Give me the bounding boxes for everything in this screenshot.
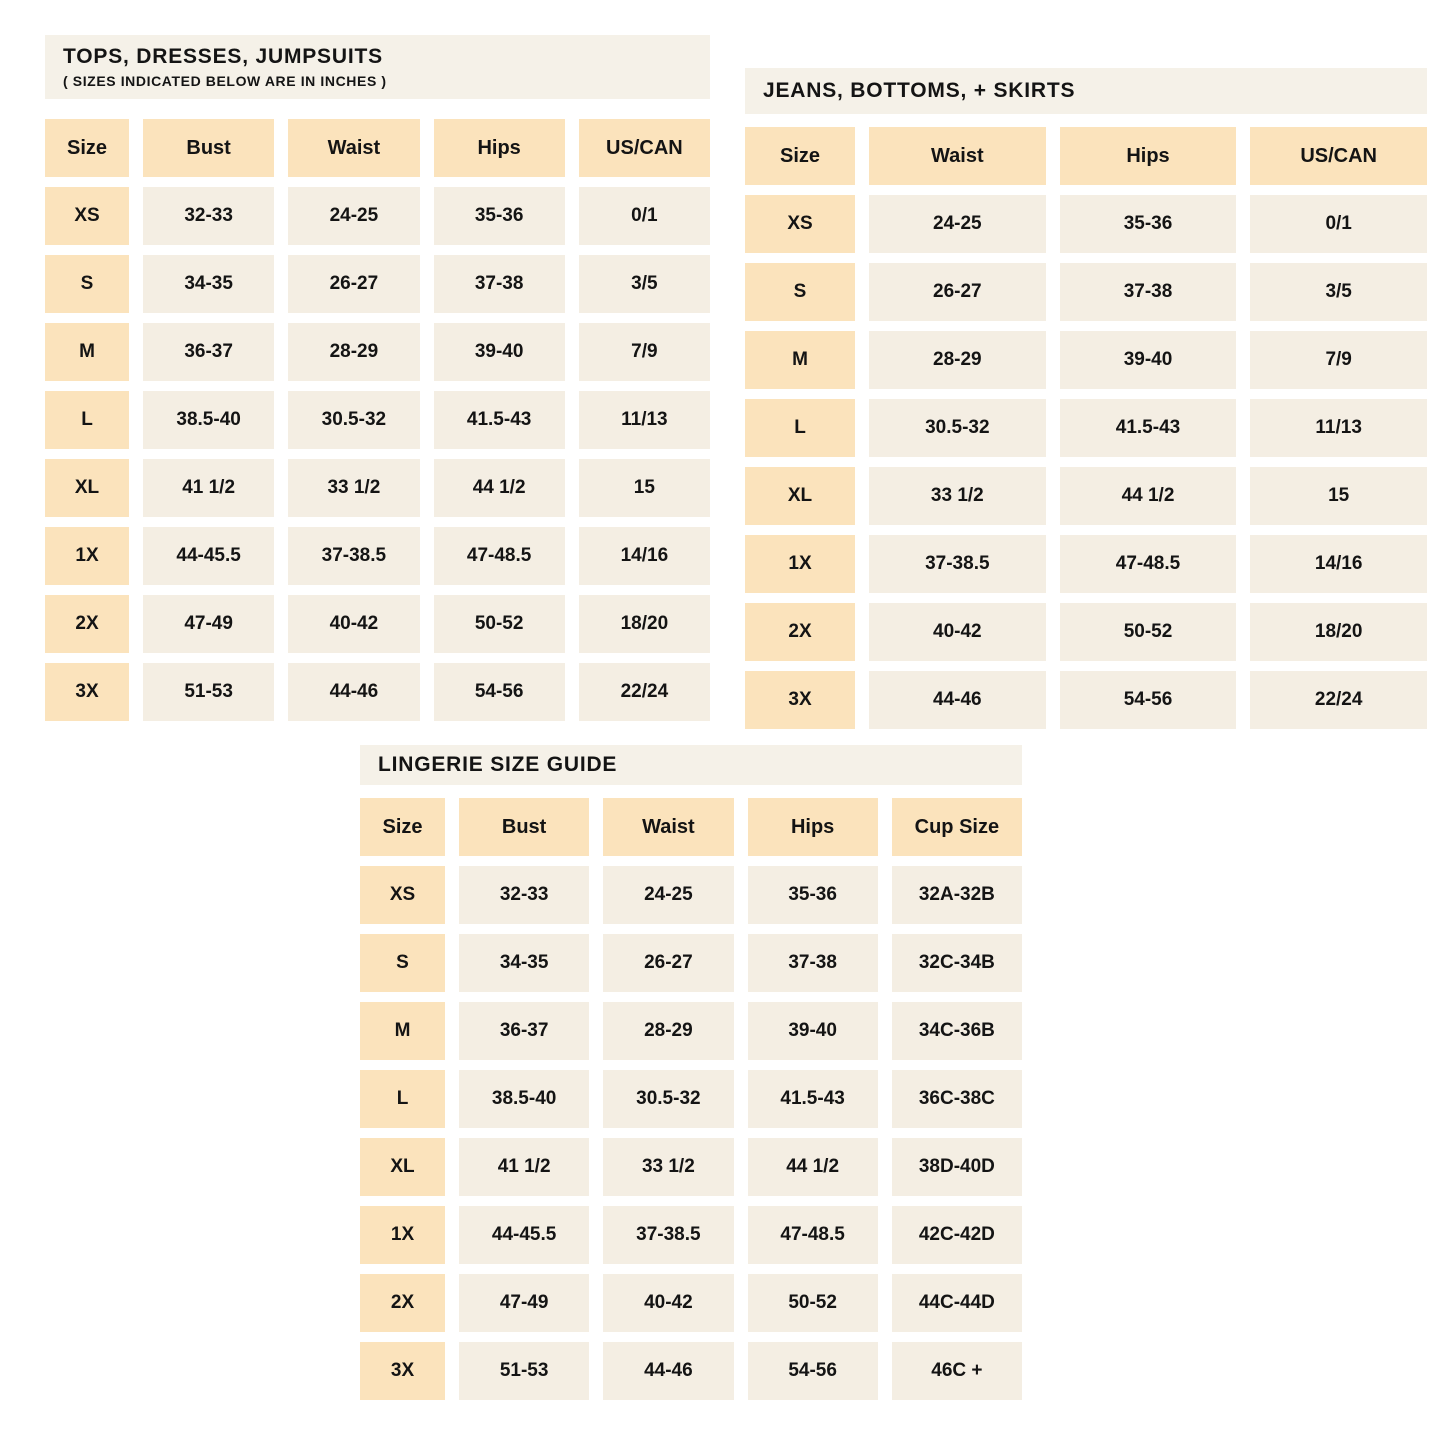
size-label-cell: XS [360,866,445,924]
measurement-cell: 11/13 [579,391,710,449]
column-header-cell: US/CAN [579,119,710,177]
measurement-cell: 7/9 [579,323,710,381]
measurement-cell: 0/1 [579,187,710,245]
size-label-cell: S [45,255,129,313]
measurement-cell: 24-25 [288,187,419,245]
measurement-cell: 44-45.5 [459,1206,589,1264]
measurement-cell: 24-25 [603,866,733,924]
size-label-cell: 2X [45,595,129,653]
size-label-cell: M [45,323,129,381]
measurement-cell: 44 1/2 [1060,467,1237,525]
measurement-cell: 14/16 [1250,535,1427,593]
measurement-cell: 34-35 [459,934,589,992]
tops-dresses-jumpsuits-size-table [45,35,710,721]
measurement-cell: 44 1/2 [434,459,565,517]
measurement-cell: 38D-40D [892,1138,1022,1196]
measurement-cell: 47-48.5 [1060,535,1237,593]
column-header-cell: Hips [1060,127,1237,185]
column-header-cell: Waist [288,119,419,177]
measurement-cell: 22/24 [1250,671,1427,729]
size-label-cell: XL [745,467,855,525]
size-label-cell: S [745,263,855,321]
tops-table-subtitle: ( SIZES INDICATED BELOW ARE IN INCHES ) [63,73,387,90]
measurement-cell: 3/5 [1250,263,1427,321]
measurement-cell: 28-29 [869,331,1046,389]
column-header-cell: Waist [603,798,733,856]
measurement-cell: 3/5 [579,255,710,313]
measurement-cell: 40-42 [603,1274,733,1332]
column-header-cell: Size [745,127,855,185]
measurement-cell: 54-56 [748,1342,878,1400]
measurement-cell: 39-40 [434,323,565,381]
column-header-cell: Bust [143,119,274,177]
size-label-cell: XL [45,459,129,517]
measurement-cell: 30.5-32 [603,1070,733,1128]
size-label-cell: 1X [45,527,129,585]
measurement-cell: 32A-32B [892,866,1022,924]
size-label-cell: M [360,1002,445,1060]
size-label-cell: 1X [745,535,855,593]
column-header-cell: Size [45,119,129,177]
measurement-cell: 33 1/2 [603,1138,733,1196]
measurement-cell: 7/9 [1250,331,1427,389]
size-label-cell: 3X [45,663,129,721]
size-label-cell: 1X [360,1206,445,1264]
measurement-cell: 36-37 [143,323,274,381]
measurement-cell: 41 1/2 [459,1138,589,1196]
lingerie-table-title: LINGERIE SIZE GUIDE [378,752,618,776]
measurement-cell: 47-48.5 [748,1206,878,1264]
measurement-cell: 46C + [892,1342,1022,1400]
measurement-cell: 34C-36B [892,1002,1022,1060]
lingerie-table-grid [360,798,1022,1400]
measurement-cell: 41.5-43 [434,391,565,449]
measurement-cell: 51-53 [459,1342,589,1400]
measurement-cell: 47-48.5 [434,527,565,585]
tops-table-grid [45,119,710,721]
measurement-cell: 54-56 [1060,671,1237,729]
jeans-table-grid [745,127,1427,729]
measurement-cell: 32-33 [459,866,589,924]
measurement-cell: 15 [1250,467,1427,525]
size-label-cell: L [45,391,129,449]
tops-table-title: TOPS, DRESSES, JUMPSUITS [63,44,383,68]
measurement-cell: 22/24 [579,663,710,721]
size-label-cell: M [745,331,855,389]
measurement-cell: 44-45.5 [143,527,274,585]
measurement-cell: 51-53 [143,663,274,721]
measurement-cell: 11/13 [1250,399,1427,457]
size-label-cell: 2X [745,603,855,661]
measurement-cell: 47-49 [143,595,274,653]
size-label-cell: S [360,934,445,992]
measurement-cell: 44 1/2 [748,1138,878,1196]
measurement-cell: 30.5-32 [869,399,1046,457]
measurement-cell: 36-37 [459,1002,589,1060]
measurement-cell: 47-49 [459,1274,589,1332]
measurement-cell: 35-36 [434,187,565,245]
measurement-cell: 14/16 [579,527,710,585]
measurement-cell: 50-52 [1060,603,1237,661]
column-header-cell: Size [360,798,445,856]
measurement-cell: 32C-34B [892,934,1022,992]
column-header-cell: Hips [434,119,565,177]
measurement-cell: 44-46 [288,663,419,721]
measurement-cell: 28-29 [603,1002,733,1060]
measurement-cell: 35-36 [748,866,878,924]
measurement-cell: 34-35 [143,255,274,313]
column-header-cell: Waist [869,127,1046,185]
measurement-cell: 15 [579,459,710,517]
measurement-cell: 26-27 [869,263,1046,321]
size-label-cell: XS [745,195,855,253]
jeans-bottoms-skirts-size-table [745,68,1427,729]
measurement-cell: 18/20 [579,595,710,653]
measurement-cell: 38.5-40 [143,391,274,449]
lingerie-table-title-strip [360,745,1022,785]
jeans-table-title-strip [745,68,1427,114]
size-label-cell: L [745,399,855,457]
measurement-cell: 0/1 [1250,195,1427,253]
measurement-cell: 50-52 [434,595,565,653]
jeans-table-title: JEANS, BOTTOMS, + SKIRTS [763,78,1076,102]
measurement-cell: 54-56 [434,663,565,721]
measurement-cell: 44-46 [603,1342,733,1400]
measurement-cell: 37-38.5 [288,527,419,585]
size-label-cell: L [360,1070,445,1128]
measurement-cell: 37-38 [434,255,565,313]
measurement-cell: 41.5-43 [748,1070,878,1128]
measurement-cell: 41 1/2 [143,459,274,517]
measurement-cell: 40-42 [869,603,1046,661]
measurement-cell: 44-46 [869,671,1046,729]
column-header-cell: Hips [748,798,878,856]
measurement-cell: 40-42 [288,595,419,653]
measurement-cell: 50-52 [748,1274,878,1332]
measurement-cell: 37-38 [748,934,878,992]
measurement-cell: 36C-38C [892,1070,1022,1128]
measurement-cell: 30.5-32 [288,391,419,449]
measurement-cell: 33 1/2 [869,467,1046,525]
column-header-cell: Cup Size [892,798,1022,856]
measurement-cell: 44C-44D [892,1274,1022,1332]
measurement-cell: 28-29 [288,323,419,381]
measurement-cell: 18/20 [1250,603,1427,661]
measurement-cell: 38.5-40 [459,1070,589,1128]
column-header-cell: Bust [459,798,589,856]
measurement-cell: 39-40 [1060,331,1237,389]
measurement-cell: 26-27 [288,255,419,313]
measurement-cell: 33 1/2 [288,459,419,517]
measurement-cell: 26-27 [603,934,733,992]
lingerie-size-guide-table [360,745,1022,1400]
tops-table-title-strip [45,35,710,99]
size-label-cell: 2X [360,1274,445,1332]
measurement-cell: 24-25 [869,195,1046,253]
measurement-cell: 37-38.5 [603,1206,733,1264]
size-label-cell: 3X [360,1342,445,1400]
measurement-cell: 42C-42D [892,1206,1022,1264]
measurement-cell: 39-40 [748,1002,878,1060]
measurement-cell: 35-36 [1060,195,1237,253]
size-label-cell: XL [360,1138,445,1196]
measurement-cell: 32-33 [143,187,274,245]
measurement-cell: 37-38.5 [869,535,1046,593]
size-label-cell: XS [45,187,129,245]
column-header-cell: US/CAN [1250,127,1427,185]
size-label-cell: 3X [745,671,855,729]
measurement-cell: 37-38 [1060,263,1237,321]
measurement-cell: 41.5-43 [1060,399,1237,457]
